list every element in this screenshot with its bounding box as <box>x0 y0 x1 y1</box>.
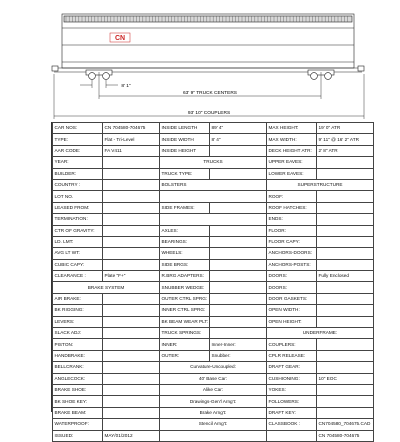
spec-cell: 19' 0" ATR <box>317 123 374 134</box>
spec-cell <box>317 236 374 247</box>
spec-cell: BK SHOE KEY: <box>53 396 103 407</box>
spec-cell <box>160 214 267 225</box>
spec-cell: SLACK ADJ: <box>53 328 103 339</box>
spec-cell: AIR BRAKE: <box>53 293 103 304</box>
spec-cell: BK BEAM WEAR PLT: <box>160 316 210 327</box>
spec-cell: BRAKE SHOE: <box>53 384 103 395</box>
spec-cell: FLOOR: <box>267 225 317 236</box>
spec-cell: CAR NOS: <box>53 123 103 134</box>
spec-row <box>53 123 374 134</box>
spec-cell: BEARINGS: <box>160 236 210 247</box>
spec-row <box>53 225 374 236</box>
spec-row <box>53 259 374 270</box>
spec-cell: AXLES: <box>160 225 210 236</box>
spec-row <box>53 248 374 259</box>
spec-cell: INNER CTRL SPRG: <box>160 305 210 316</box>
spec-cell <box>317 282 374 293</box>
spec-cell: OPEN HEIGHT: <box>267 316 317 327</box>
logo-text: CN <box>114 35 126 42</box>
spec-cell: SUPERSTRUCTURE <box>267 179 374 190</box>
spec-cell: OUTER: <box>160 350 210 361</box>
spec-row <box>53 316 374 327</box>
spec-cell <box>103 362 160 373</box>
spec-cell <box>210 202 267 213</box>
spec-cell: TRUCK SPRINGS: <box>160 328 210 339</box>
spec-cell <box>103 236 160 247</box>
spec-cell: DRAFT KEY: <box>267 407 317 418</box>
spec-cell: BELLCRANK: <box>53 362 103 373</box>
spec-row <box>53 145 374 156</box>
spec-row <box>53 157 374 168</box>
spec-row <box>53 179 374 190</box>
spec-cell: SIDE BRGS: <box>160 259 210 270</box>
spec-cell <box>103 396 160 407</box>
spec-cell: CN 704580-704675 <box>317 430 374 441</box>
spec-cell: YEAR: <box>53 157 103 168</box>
spec-row <box>53 271 374 282</box>
spec-row <box>53 168 374 179</box>
spec-cell: DRAFT GEAR: <box>267 362 317 373</box>
spec-cell <box>103 191 160 202</box>
spec-cell <box>210 259 267 270</box>
spec-cell: CPLR RELEASE: <box>267 350 317 361</box>
spec-cell <box>210 282 267 293</box>
spec-cell <box>103 305 160 316</box>
spec-cell <box>317 259 374 270</box>
spec-cell <box>317 305 374 316</box>
spec-cell <box>210 316 267 327</box>
spec-cell: CUBIC CAPY: <box>53 259 103 270</box>
spec-cell: 10" EOC <box>317 373 374 384</box>
spec-cell: WHEELS: <box>160 248 210 259</box>
spec-cell: LOWER EAVES: <box>267 168 317 179</box>
spec-cell: DECK HEIGHT ATR: <box>267 145 317 156</box>
spec-cell: HANDBRAKE: <box>53 350 103 361</box>
spec-cell: BRAKE BEAM: <box>53 407 103 418</box>
spec-cell <box>210 168 267 179</box>
spec-row <box>53 293 374 304</box>
spec-row <box>53 282 374 293</box>
car-specification-sheet <box>51 122 374 438</box>
spec-cell <box>160 191 267 202</box>
spec-cell: COUNTRY : <box>53 179 103 190</box>
spec-cell <box>103 293 160 304</box>
spec-cell: 2' 8" ATR <box>317 145 374 156</box>
spec-cell: 9' 11" @ 16' 2" ATR <box>317 134 374 145</box>
spec-cell: LEASED FROM: <box>53 202 103 213</box>
spec-cell: TRUCK TYPE: <box>160 168 210 179</box>
spec-cell: YOKES: <box>267 384 317 395</box>
spec-cell <box>103 373 160 384</box>
spec-cell <box>103 419 160 430</box>
spec-row <box>53 362 374 373</box>
spec-cell: MAX HEIGHT: <box>267 123 317 134</box>
spec-cell <box>317 248 374 259</box>
spec-cell: AAR CODE: <box>53 145 103 156</box>
spec-cell: SNUBBER WEDGE: <box>160 282 210 293</box>
spec-row <box>53 191 374 202</box>
spec-cell: FLOOR CAPY: <box>267 236 317 247</box>
spec-cell: ENDS: <box>267 214 317 225</box>
coupler-length-label: 93' 10" COUPLERS <box>187 111 231 116</box>
spec-cell <box>210 145 267 156</box>
spec-row <box>53 236 374 247</box>
spec-cell: 8' 4" <box>210 134 267 145</box>
spec-cell: Inner-Inner: <box>210 339 267 350</box>
spec-row <box>53 350 374 361</box>
spec-cell: Plate "F+" <box>103 271 160 282</box>
spec-cell <box>103 328 160 339</box>
spec-row <box>53 373 374 384</box>
spec-cell <box>210 271 267 282</box>
spec-row <box>53 328 374 339</box>
spec-cell <box>210 225 267 236</box>
spec-cell: Stencil Arng't: <box>160 419 267 430</box>
spec-cell <box>103 407 160 418</box>
spec-cell: CN 704580-704675 <box>103 123 160 134</box>
spec-cell: BOLSTERS <box>160 179 267 190</box>
spec-cell: FOLLOWERS: <box>267 396 317 407</box>
spec-cell: ANGLECOCK: <box>53 373 103 384</box>
spec-cell: CLEARANCE : <box>53 271 103 282</box>
spec-cell <box>317 293 374 304</box>
spec-cell: ROOF: <box>267 191 317 202</box>
spec-cell: MAX WIDTH: <box>267 134 317 145</box>
spec-cell: Fully Enclosed <box>317 271 374 282</box>
spec-table <box>52 122 374 442</box>
autorack-car-body <box>62 14 354 68</box>
spec-row <box>53 407 374 418</box>
spec-cell <box>317 316 374 327</box>
spec-cell: Drawings-Gen'l Arng't: <box>160 396 267 407</box>
railcar-elevation-drawing <box>0 0 400 122</box>
spec-cell <box>317 407 374 418</box>
spec-cell: UPPER EAVES: <box>267 157 317 168</box>
spec-row <box>53 419 374 430</box>
spec-cell: CUSHIONING: <box>267 373 317 384</box>
spec-cell <box>317 214 374 225</box>
spec-cell <box>210 293 267 304</box>
spec-cell: TERMINATION: <box>53 214 103 225</box>
spec-cell: OUTER CTRL SPRG: <box>160 293 210 304</box>
spec-cell: INSIDE HEIGHT <box>160 145 210 156</box>
spec-cell <box>160 430 267 441</box>
spec-cell <box>317 157 374 168</box>
spec-cell: ROOF HATCHES: <box>267 202 317 213</box>
spec-cell: ANCHORS-POSTS: <box>267 259 317 270</box>
spec-cell: BRAKE SYSTEM <box>53 282 160 293</box>
spec-cell <box>103 339 160 350</box>
spec-row <box>53 305 374 316</box>
spec-cell <box>103 168 160 179</box>
spec-cell <box>103 248 160 259</box>
spec-cell <box>103 179 160 190</box>
spec-cell: 89' 4" <box>210 123 267 134</box>
spec-row <box>53 396 374 407</box>
spec-row <box>53 134 374 145</box>
spec-cell: 40' Base Car: <box>160 373 267 384</box>
spec-cell: Curvature-Uncoupled: <box>160 362 267 373</box>
spec-cell <box>210 248 267 259</box>
spec-cell <box>103 259 160 270</box>
spec-cell <box>103 214 160 225</box>
spec-cell <box>103 157 160 168</box>
spec-cell: SIDE FRAMES: <box>160 202 210 213</box>
spec-cell <box>103 202 160 213</box>
spec-cell <box>317 191 374 202</box>
spec-cell: COUPLERS: <box>267 339 317 350</box>
spec-cell: LOT NO. <box>53 191 103 202</box>
spec-cell: LEVERS: <box>53 316 103 327</box>
spec-cell: DOORS: <box>267 271 317 282</box>
spec-row <box>53 202 374 213</box>
spec-cell: CTR OF GRAVITY: <box>53 225 103 236</box>
spec-cell: R.BRG ADAPTERS: <box>160 271 210 282</box>
spec-cell <box>210 328 267 339</box>
spec-cell: WATERPROOF: <box>53 419 103 430</box>
spec-cell: CLASSBOOK : <box>267 419 317 430</box>
spec-row <box>53 214 374 225</box>
spec-cell <box>317 384 374 395</box>
spec-cell: INSIDE WIDTH <box>160 134 210 145</box>
spec-cell <box>103 316 160 327</box>
spec-cell: OPEN WIDTH: <box>267 305 317 316</box>
spec-cell <box>317 362 374 373</box>
spec-table-body <box>53 123 374 442</box>
spec-cell <box>317 339 374 350</box>
spec-cell: TRUCKS <box>160 157 267 168</box>
spec-row <box>53 339 374 350</box>
spec-row <box>53 430 374 441</box>
spec-cell: UNDERFRAME: <box>267 328 374 339</box>
spec-cell: CN704580_704675.CAD <box>317 419 374 430</box>
spec-cell: Flat - Tri-Level <box>103 134 160 145</box>
spec-cell: MAY/01/2012 <box>103 430 160 441</box>
spec-cell: ANCHORS-DOORS: <box>267 248 317 259</box>
spec-cell <box>210 236 267 247</box>
spec-cell <box>103 225 160 236</box>
cn-logo <box>110 33 130 42</box>
spec-cell <box>267 430 317 441</box>
spec-cell <box>317 202 374 213</box>
spec-cell: BK RIGGING: <box>53 305 103 316</box>
spec-cell: LD. LMT: <box>53 236 103 247</box>
spec-cell: Brake Arng't: <box>160 407 267 418</box>
spec-cell <box>317 350 374 361</box>
spec-cell <box>103 350 160 361</box>
spec-cell <box>317 225 374 236</box>
spec-cell: TYPE: <box>53 134 103 145</box>
spec-cell: ISSUED: <box>53 430 103 441</box>
spec-cell: INNER: <box>160 339 210 350</box>
spec-cell: DOOR GASKETS: <box>267 293 317 304</box>
spec-cell: BUILDER: <box>53 168 103 179</box>
truck-centers-label: 63' 9" TRUCK CENTERS <box>183 91 237 96</box>
spec-cell: AVG LT WT: <box>53 248 103 259</box>
spec-cell: Alike Car: <box>160 384 267 395</box>
spec-cell <box>103 384 160 395</box>
spec-cell: Snubber: <box>210 350 267 361</box>
spec-cell: INSIDE LENGTH <box>160 123 210 134</box>
spec-cell <box>317 168 374 179</box>
spec-cell: DOORS: <box>267 282 317 293</box>
spec-cell: FA V411 <box>103 145 160 156</box>
spec-cell <box>210 305 267 316</box>
spec-cell <box>317 396 374 407</box>
spec-cell: PISTON: <box>53 339 103 350</box>
axle-spacing-label: 8' 1" <box>121 84 131 89</box>
spec-row <box>53 384 374 395</box>
